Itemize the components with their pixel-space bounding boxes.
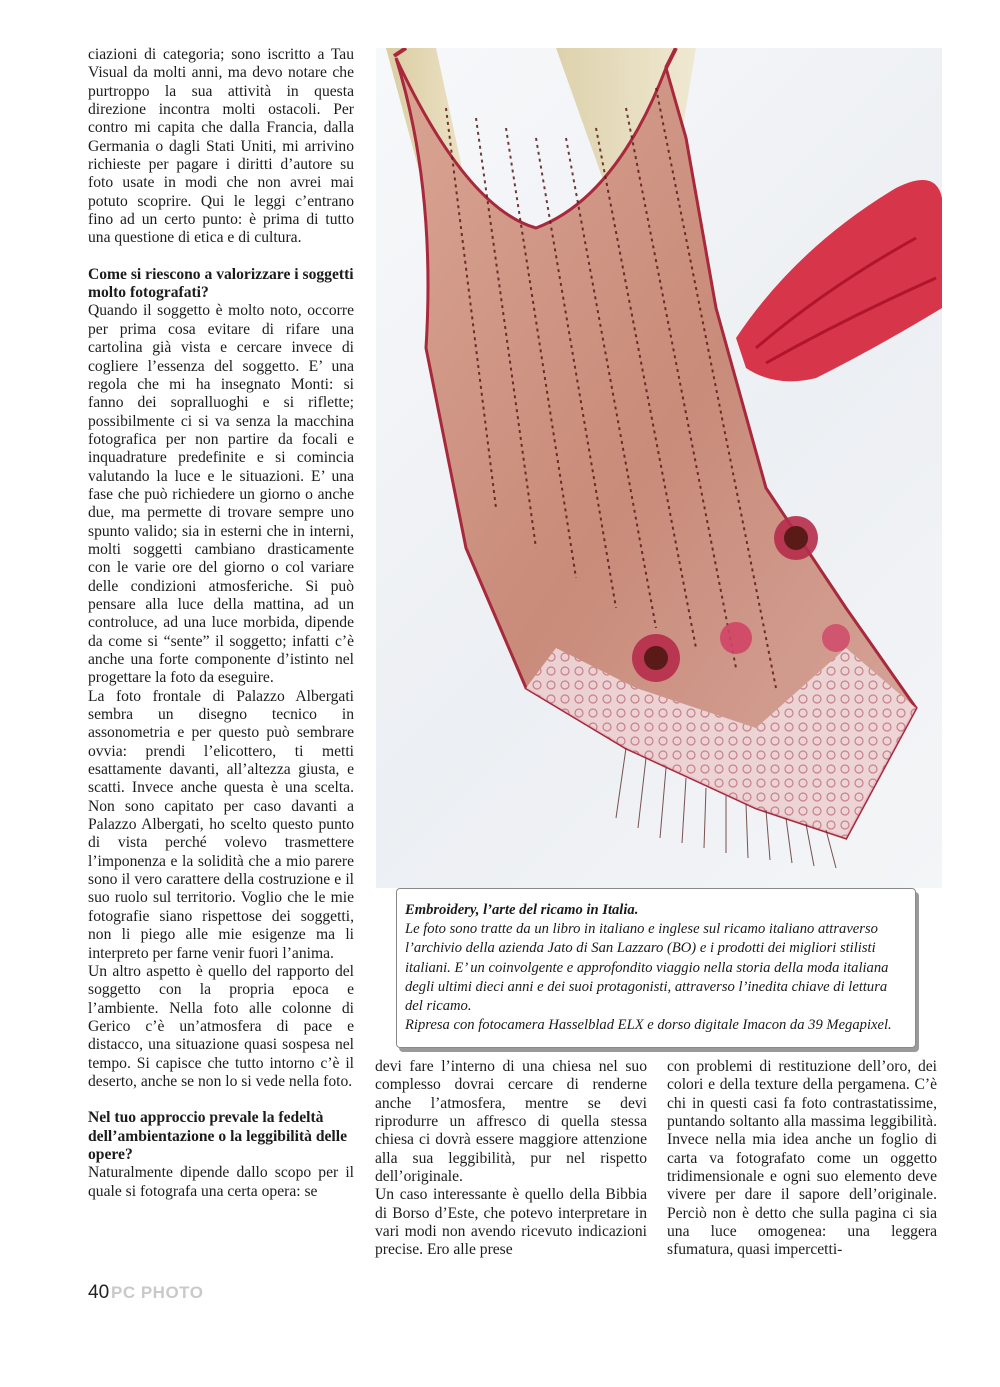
dress-photo (376, 48, 942, 888)
paragraph: La foto frontale di Palazzo Albergati sembra un disegno tecnico in assonometria e per questo può sembrare ovvia: prendi l’elicottero, ti metti esattamente davanti, all’altezza giusta, e scatti. Invece anche questa è una scelta. Non sono capitato per caso davanti a Palazzo Albergati, ho scelto questo punto di vista perché volevo trasmettere l’imponenza e la solidità che a mio parere sono il vero carattere della costruzione e il suo ruolo sul territorio. Voglio che le mie fotografie siano rispettose dei soggetti, non li piego alle mie esigenze ma li interpreto per farne venir fuori l’anima. (88, 687, 354, 962)
interview-question: Come si riescono a valorizzare i soggetti molto fotografati? (88, 265, 354, 302)
page-number: 40 (88, 1282, 110, 1303)
magazine-name: PC PHOTO (111, 1283, 204, 1302)
paragraph: devi fare l’interno di una chiesa nel suo complesso dovrai cercare di renderne anche l’atmosfera, mentre se devi riprodurre un affresco di quella stessa chiesa ci dovrà essere maggiore attenzione alla sua leggibilità, pur nel rispetto dell’originale. (375, 1058, 647, 1186)
paragraph: Quando il soggetto è molto noto, occorre per prima cosa evitare di rifare una cartolina già vista e cercare invece di cogliere l’essenza del soggetto. E’ una regola che mi ha insegnato Monti: si fanno dei sopralluoghi e si riflette; possibilmente ci si va senza la macchina fotografica per non partire da focali e inquadrature predefinite e si comincia valutando la luce e le situazioni. E’ una fase che può richiedere un giorno o anche due, ma permette di trovare sempre uno spunto valido; sia in esterni che in interni, molti soggetti cambiano drasticamente con le varie ore del giorno o col variare delle condizioni atmosferiche. Si può pensare alla luce della mattina, ad un controluce, ad una luce morbida, dipende da come si “sente” il soggetto; infatti c’è anche una forte componente d’istinto nel progettare la foto da eseguire. (88, 302, 354, 687)
photo-caption (396, 888, 916, 1048)
paragraph: Naturalmente dipende dallo scopo per il quale si fotografa una certa opera: se (88, 1164, 354, 1200)
dress-illustration (376, 48, 942, 888)
paragraph: ciazioni di categoria; sono iscritto a Tau Visual da molti anni, ma devo notare che purtroppo la sua attività in questa direzione incontra molti ostacoli. Per contro mi capita che dalla Francia, dalla Germania o dagli Stati Uniti, mi arrivino richieste per pagare i diritti d’autore su foto usate in modi che non avrei mai potuto scoprire. Qui le leggi c’entrano fino ad un certo punto: è prima di tutto una questione di etica e di cultura. (88, 46, 354, 247)
left-text-column (88, 46, 354, 1201)
paragraph: Un caso interessante è quello della Bibbia di Borso d’Este, che potevo interpretare in vari modi non avendo ricevuto indicazioni precise. Ero alle prese (375, 1186, 647, 1259)
right-text-column (667, 1058, 937, 1260)
caption-credit: Ripresa con fotocamera Hasselblad ELX e dorso digitale Imacon da 39 Megapixel. (405, 1017, 892, 1034)
paragraph: Un altro aspetto è quello del rapporto del soggetto con la propria epoca e l’ambiente. Nella foto alle colonne di Gerico c’è un’atmosfera di pace e distacco, una situazione quasi sospesa nel tempo. Si capisce che tutto intorno c’è il deserto, anche se non lo si vede nella foto. (88, 962, 354, 1090)
caption-title: Embroidery, l’arte del ricamo in Italia. (405, 902, 639, 918)
red-scarf (736, 180, 942, 381)
caption-body: Le foto sono tratte da un libro in italiano e inglese sul ricamo italiano attraverso l’archivio della azienda Jato di San Lazzaro (BO) e i prodotti dei migliori stilisti italiani. E’ un coinvolgente e approfondito viaggio nella storia della moda italiana degli ultimi dieci anni e dei suoi protagonisti, attraverso l’inedita chiave di lettura del ricamo. (405, 921, 889, 1015)
paragraph: con problemi di restituzione dell’oro, dei colori e della texture della pergamena. C’è chi in questi casi fa foto contrastatissime, puntando soltanto alla massima leggibilità. Invece nella mia idea anche un foglio di carta va fotografato come un oggetto tridimensionale e ogni suo elemento deve vivere per dare il sapore dell’originale. Perciò non è detto che sulla pagina ci sia una luce omogenea: una leggera sfumatura, quasi impercetti- (667, 1058, 937, 1259)
middle-text-column (375, 1058, 647, 1260)
interview-question: Nel tuo approccio prevale la fedeltà dell’ambientazione o la leggibilità delle opere? (88, 1109, 348, 1163)
